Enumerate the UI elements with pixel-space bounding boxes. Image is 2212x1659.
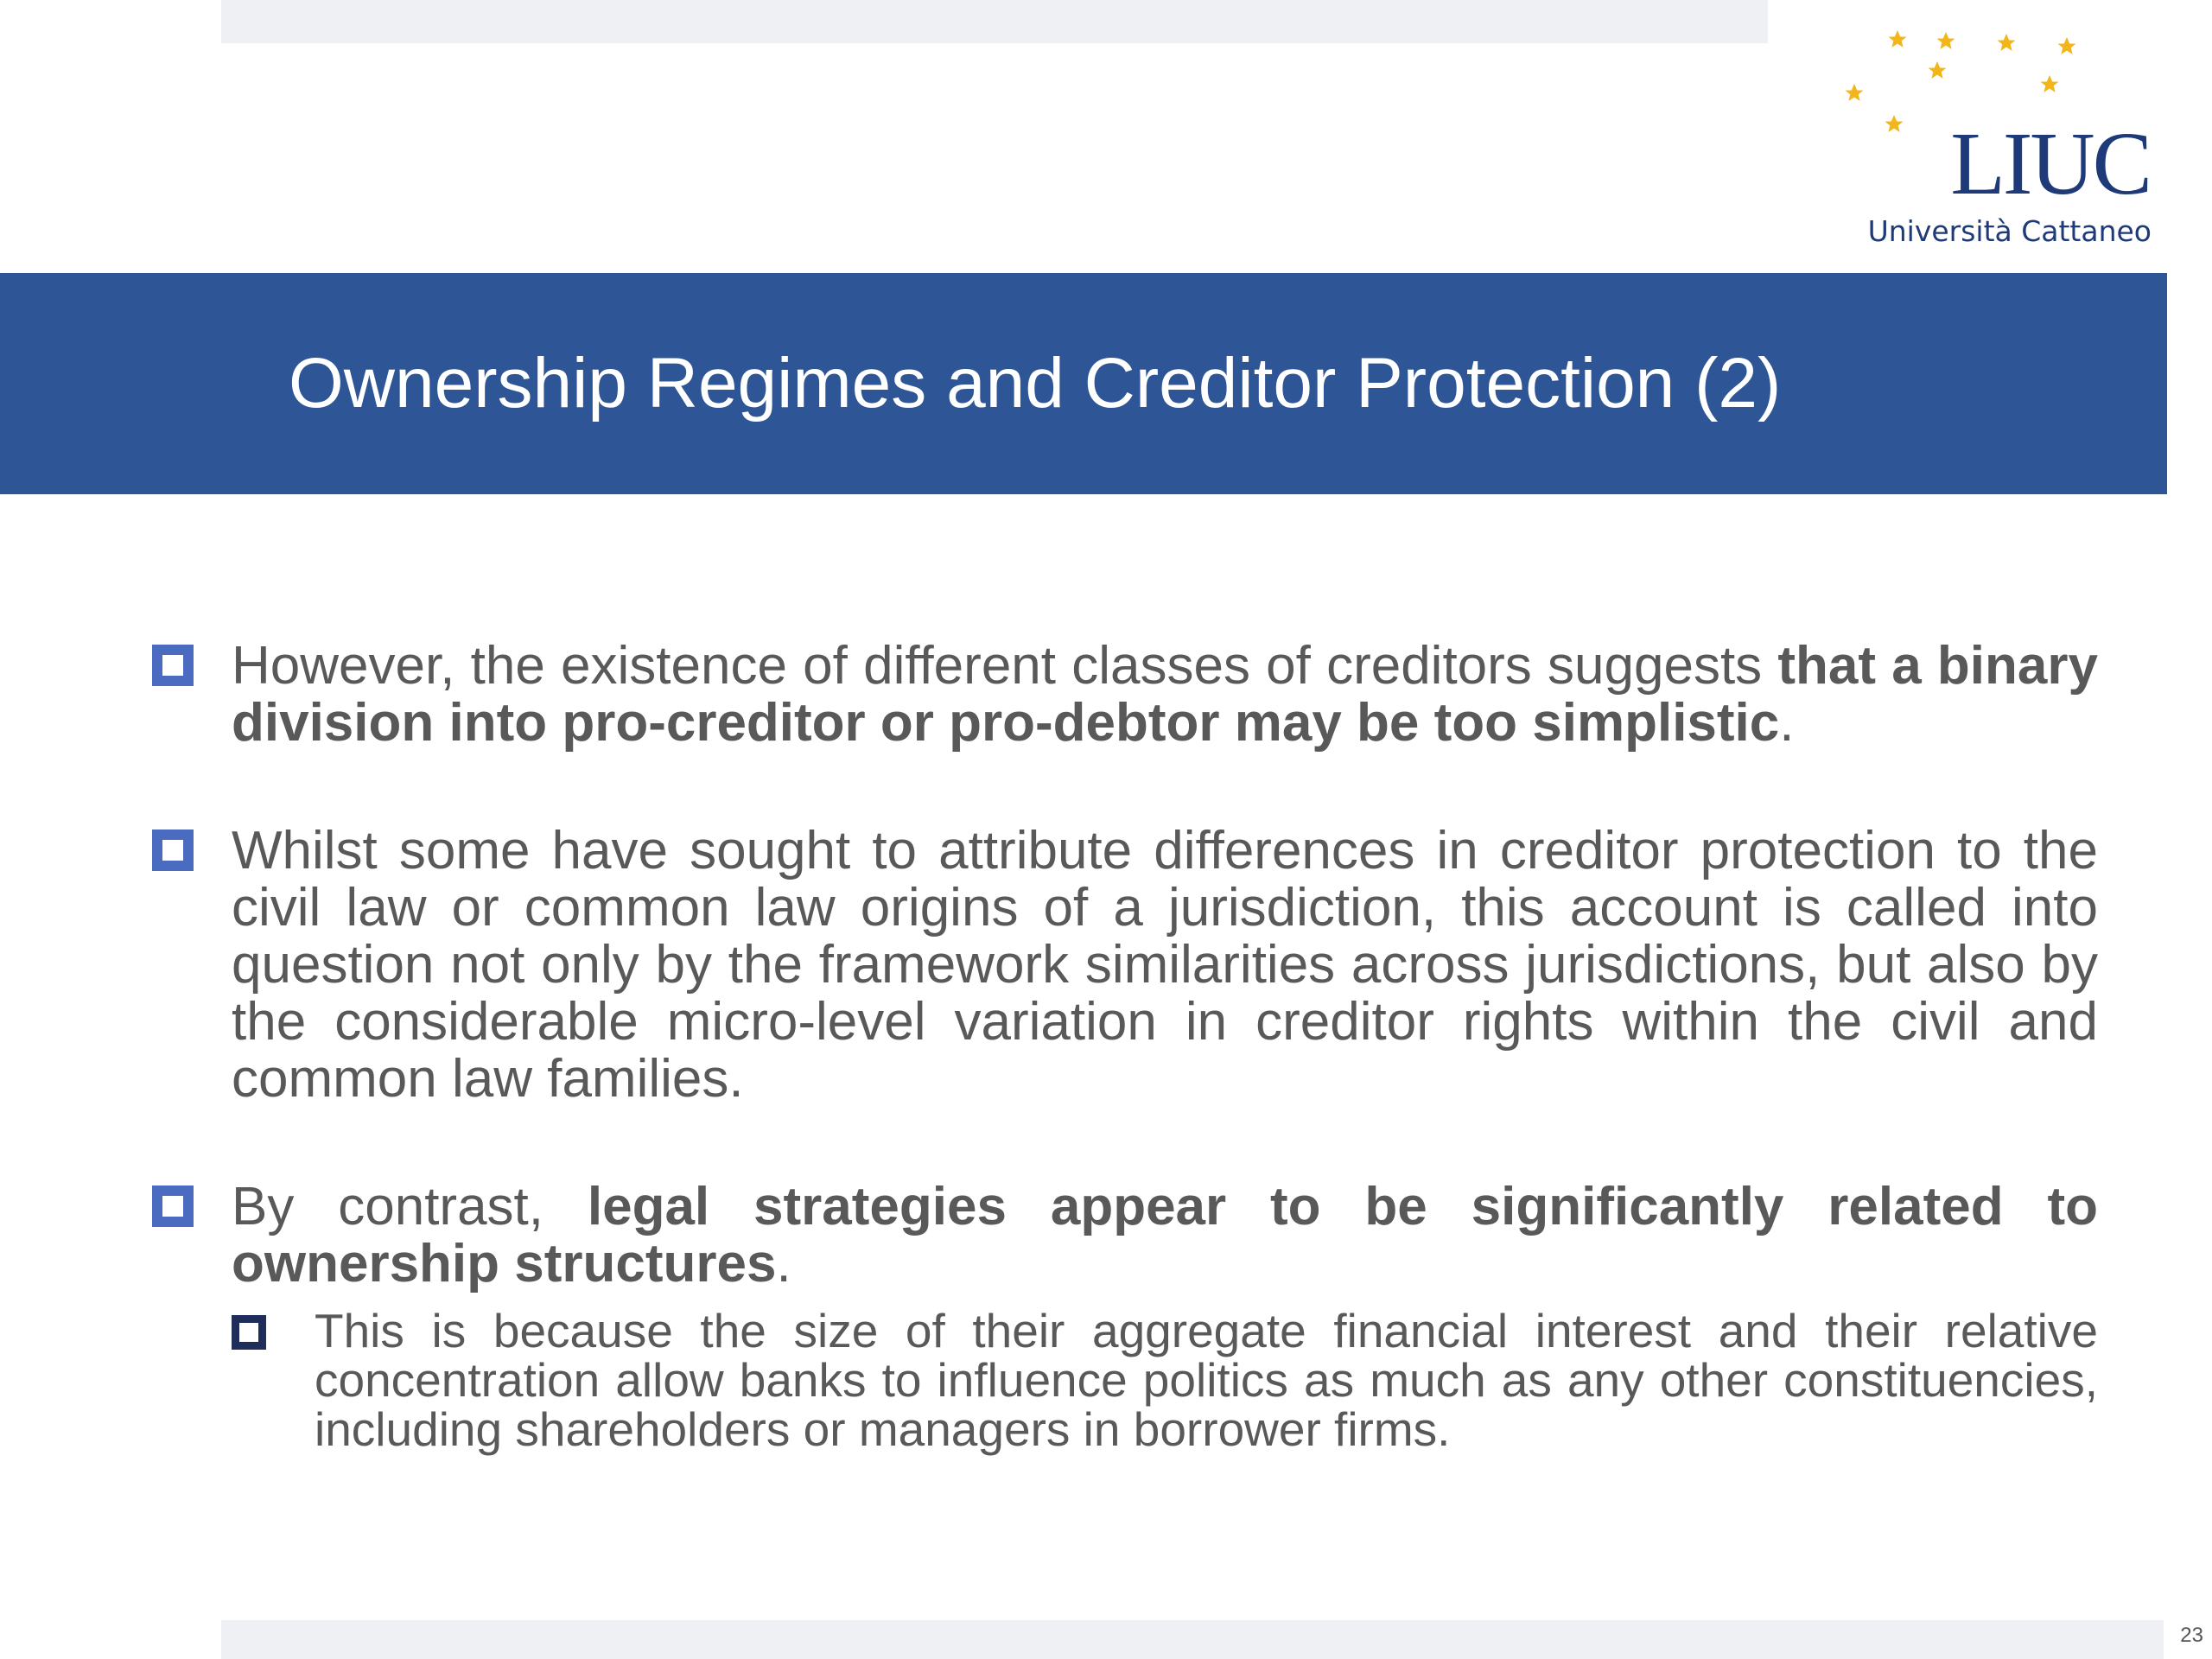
page-number: 23	[2180, 1624, 2203, 1647]
bottom-decorative-strip	[221, 1620, 2164, 1659]
top-decorative-strip	[221, 0, 1768, 43]
bullet-emphasis: legal strategies appear to be significantly related to ownership structures	[232, 1177, 2098, 1294]
square-bullet-icon	[152, 1185, 194, 1227]
sub-bullet-text: This is because the size of their aggregate financial interest and their relative concentration allow banks to influence politics as much as any other constituencies, including shareholders or managers in borrower firms.	[315, 1304, 2098, 1456]
logo-wordmark: LIUC	[1950, 114, 2150, 213]
sub-bullet-item	[232, 1306, 2098, 1454]
bullet-item	[152, 638, 2098, 752]
bullet-item	[152, 823, 2098, 1108]
slide-title: Ownership Regimes and Creditor Protection (2)	[289, 344, 1782, 423]
bullet-text: .	[1779, 693, 1795, 753]
bullet-text: However, the existence of different classes of creditors suggests	[232, 636, 1778, 696]
title-band	[0, 273, 2167, 494]
square-sub-bullet-icon	[232, 1315, 266, 1350]
logo-subtitle: Università Cattaneo	[1867, 214, 2152, 248]
bullet-text: .	[776, 1234, 791, 1294]
bullet-emphasis: that a binary division into pro-creditor or pro-debtor may be too simplistic	[232, 636, 2098, 753]
square-bullet-icon	[152, 830, 194, 871]
liuc-logo	[1789, 17, 2152, 259]
bullet-text: By contrast,	[232, 1177, 588, 1236]
bullet-text: Whilst some have sought to attribute differences in creditor protection to the civil law or common law origins of a jurisdiction, this account is called into question not only by the framework similarities across jurisdictions, but also by the considerable micro-level variation in creditor rights within the civil and common law families.	[232, 821, 2098, 1109]
square-bullet-icon	[152, 645, 194, 686]
bullet-item	[152, 1179, 2098, 1454]
slide-content	[152, 638, 2098, 1525]
